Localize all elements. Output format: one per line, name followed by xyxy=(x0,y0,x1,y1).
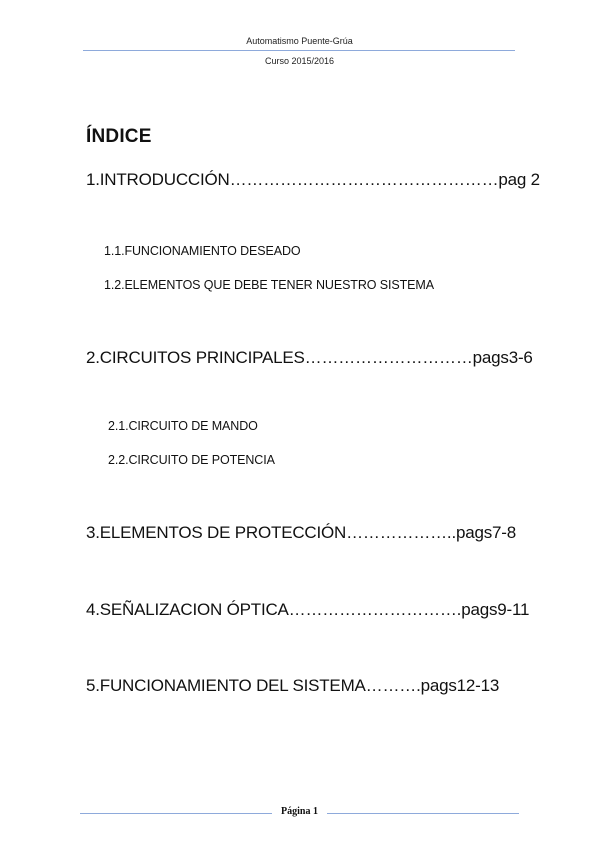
toc-subentry-funcionamiento-deseado: 1.1.FUNCIONAMIENTO DESEADO xyxy=(104,244,301,258)
header-title: Automatismo Puente-Grúa xyxy=(246,36,353,46)
header-course: Curso 2015/2016 xyxy=(264,56,335,66)
toc-entry-senalizacion-optica: 4.SEÑALIZACION ÓPTICA………………………….pags9-11 xyxy=(86,600,530,619)
toc-entry-elementos-proteccion: 3.ELEMENTOS DE PROTECCIÓN………………..pags7-8 xyxy=(86,523,517,542)
toc-entry-circuitos-principales: 2.CIRCUITOS PRINCIPALES…………………………pags3-6 xyxy=(86,348,533,367)
toc-subentry-circuito-potencia: 2.2.CIRCUITO DE POTENCIA xyxy=(108,453,275,467)
toc-entry-introduccion: 1.INTRODUCCIÓN…………………………………………pag 2 xyxy=(86,170,540,189)
footer-rule-left xyxy=(80,813,272,814)
header-rule xyxy=(83,50,515,51)
footer-rule-right xyxy=(327,813,519,814)
toc-entry-funcionamiento-sistema: 5.FUNCIONAMIENTO DEL SISTEMA……….pags12-13 xyxy=(86,676,500,695)
footer-page-number: Página 1 xyxy=(281,806,318,817)
toc-subentry-circuito-mando: 2.1.CIRCUITO DE MANDO xyxy=(108,419,258,433)
toc-subentry-elementos-sistema: 1.2.ELEMENTOS QUE DEBE TENER NUESTRO SISTEMA xyxy=(104,278,434,292)
toc-heading: ÍNDICE xyxy=(86,126,152,147)
